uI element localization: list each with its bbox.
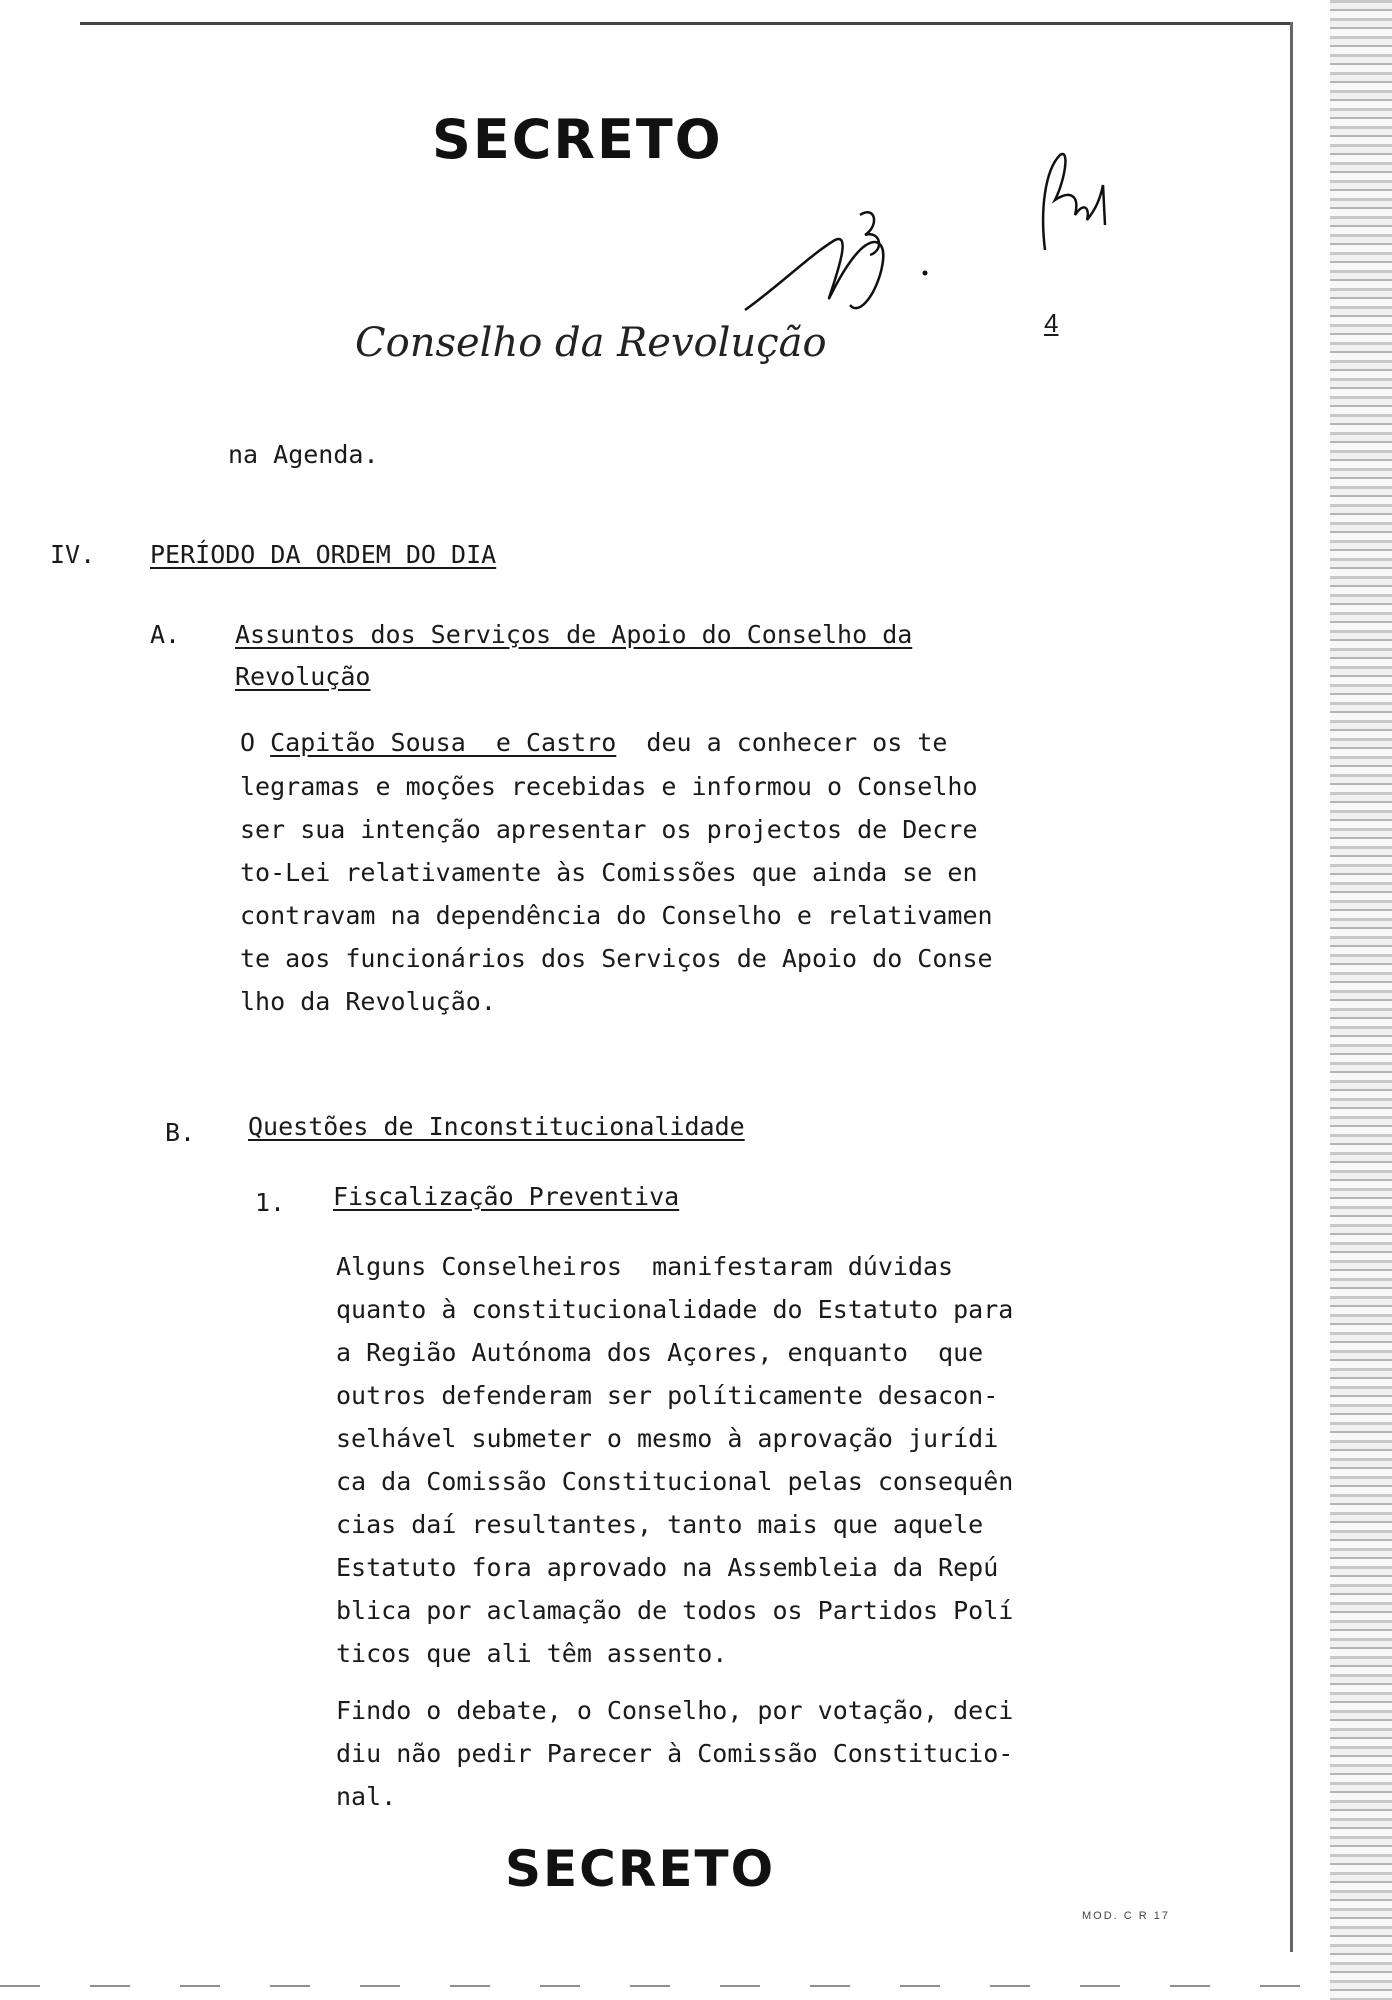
section-a-para-line6: te aos funcionários dos Serviços de Apoio do Conse <box>240 944 993 973</box>
section-a-para-line3: ser sua intenção apresentar os projectos de Decre <box>240 815 978 844</box>
section-a-para-line7: lho da Revolução. <box>240 987 496 1016</box>
item1-para1-line8: Estatuto fora aprovado na Assembleia da Repú <box>336 1553 999 1582</box>
handwritten-initials <box>1025 140 1125 260</box>
section-iv-numeral: IV. <box>50 540 96 569</box>
scan-border-bottom <box>0 1985 1300 1987</box>
item1-para1-line3: a Região Autónoma dos Açores, enquanto que <box>336 1338 984 1367</box>
scan-border-top <box>80 22 1290 25</box>
section-b-letter: B. <box>165 1118 196 1147</box>
item1-heading: Fiscalização Preventiva <box>333 1182 680 1211</box>
secret-stamp-bottom: SECRETO <box>505 1840 776 1898</box>
secret-stamp-top: SECRETO <box>432 108 723 171</box>
item1-number: 1. <box>255 1188 286 1217</box>
intro-line: na Agenda. <box>228 440 379 469</box>
section-a-para-line1 <box>240 728 947 757</box>
form-code: MOD. C R 17 <box>1082 1910 1171 1922</box>
item1-para1-line1: Alguns Conselheiros manifestaram dúvidas <box>336 1252 954 1281</box>
section-a-heading-line2: Revolução <box>235 662 371 691</box>
scan-page-edge <box>1330 0 1392 2000</box>
section-a-letter: A. <box>150 620 181 649</box>
person-name: Capitão Sousa e Castro <box>270 728 617 757</box>
letterhead-title: Conselho da Revolução <box>355 320 827 366</box>
item1-para2-line2: diu não pedir Parecer à Comissão Constitucio- <box>336 1739 1014 1768</box>
item1-para1-line7: cias daí resultantes, tanto mais que aquele <box>336 1510 984 1539</box>
item1-para1-line2: quanto à constitucionalidade do Estatuto para <box>336 1295 1014 1324</box>
section-iv-heading: PERÍODO DA ORDEM DO DIA <box>150 540 497 569</box>
section-b-heading: Questões de Inconstitucionalidade <box>248 1112 745 1141</box>
item1-para1-line6: ca da Comissão Constitucional pelas consequên <box>336 1467 1014 1496</box>
item1-para1-line9: blica por aclamação de todos os Partidos Polí <box>336 1596 1014 1625</box>
section-a-para-line2: legramas e moções recebidas e informou o Conselho <box>240 772 978 801</box>
item1-para1-line4: outros defenderam ser políticamente desacon- <box>336 1381 999 1410</box>
item1-para2-line3: nal. <box>336 1782 397 1811</box>
para-lead: O <box>240 728 271 757</box>
handwritten-signature <box>740 195 940 335</box>
item1-para2-line1: Findo o debate, o Conselho, por votação, deci <box>336 1696 1014 1725</box>
section-a-para-line4: to-Lei relativamente às Comissões que ainda se en <box>240 858 978 887</box>
scan-border-right <box>1290 22 1293 1952</box>
para-rest: deu a conhecer os te <box>616 728 948 757</box>
section-a-heading-line1: Assuntos dos Serviços de Apoio do Conselho da <box>235 620 913 649</box>
page-number: 4 <box>1044 308 1059 338</box>
section-a-para-line5: contravam na dependência do Conselho e relativamen <box>240 901 993 930</box>
item1-para1-line10: ticos que ali têm assento. <box>336 1639 728 1668</box>
item1-para1-line5: selhável submeter o mesmo à aprovação jurídi <box>336 1424 999 1453</box>
